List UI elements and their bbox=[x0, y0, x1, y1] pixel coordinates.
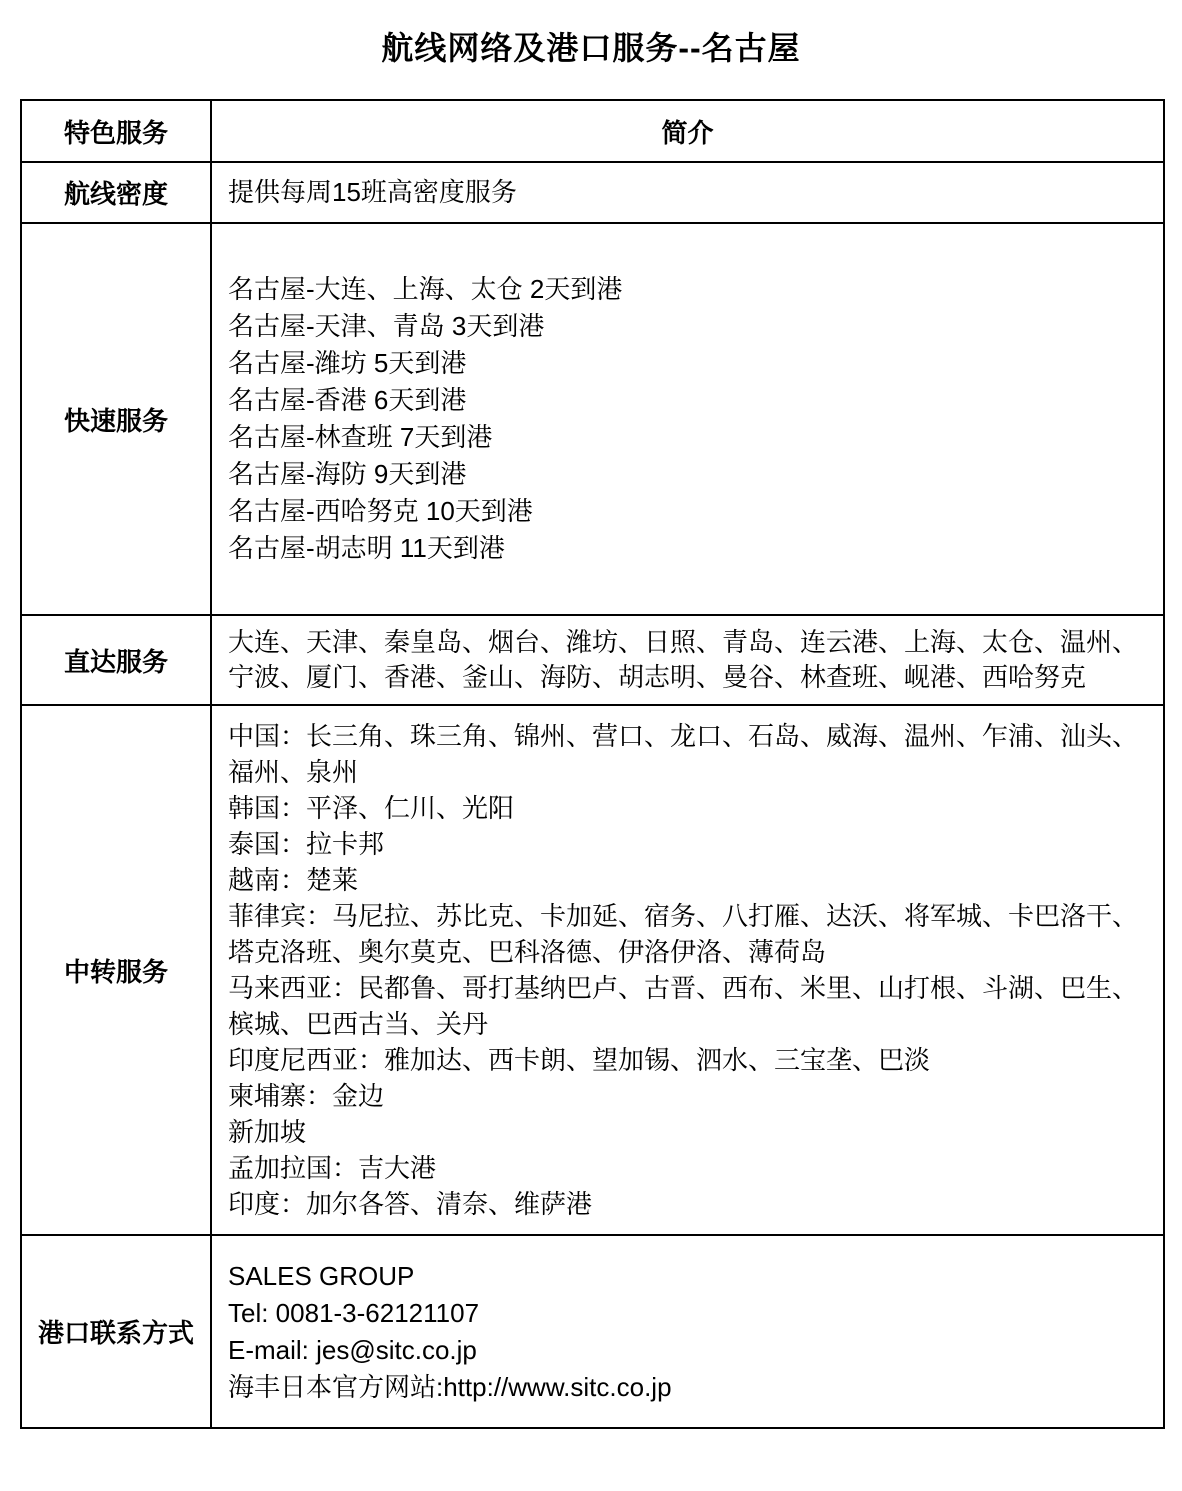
contact-tel: Tel: 0081-3-62121107 bbox=[228, 1298, 480, 1328]
row-label-fast-service: 快速服务 bbox=[21, 223, 211, 615]
density-line: 提供每周15班高密度服务 bbox=[228, 177, 517, 207]
column-header-feature-services: 特色服务 bbox=[21, 100, 211, 162]
route-line: 名古屋-潍坊 5天到港 bbox=[228, 348, 467, 378]
transit-line-bangladesh: 孟加拉国：吉大港 bbox=[228, 1153, 437, 1183]
row-content-fast-service bbox=[211, 223, 1164, 615]
transit-line-korea: 韩国：平泽、仁川、光阳 bbox=[228, 793, 515, 823]
row-content-transit-service bbox=[211, 705, 1164, 1235]
route-line: 名古屋-香港 6天到港 bbox=[228, 385, 467, 415]
table-row-port-contact bbox=[21, 1235, 1164, 1428]
transit-line-indonesia: 印度尼西亚：雅加达、西卡朗、望加锡、泗水、三宝垄、巴淡 bbox=[228, 1045, 931, 1075]
route-line: 名古屋-大连、上海、太仓 2天到港 bbox=[228, 274, 623, 304]
row-content-port-contact bbox=[211, 1235, 1164, 1428]
row-label-port-contact: 港口联系方式 bbox=[21, 1235, 211, 1428]
table-header-row bbox=[21, 100, 1164, 162]
route-line: 名古屋-海防 9天到港 bbox=[228, 459, 467, 489]
transit-line-india: 印度：加尔各答、清奈、维萨港 bbox=[228, 1189, 593, 1219]
contact-website: 海丰日本官方网站:http://www.sitc.co.jp bbox=[228, 1372, 672, 1402]
table-row-route-density bbox=[21, 162, 1164, 223]
port-services-table bbox=[20, 99, 1165, 1429]
transit-line-vietnam: 越南：楚莱 bbox=[228, 865, 359, 895]
row-label-route-density: 航线密度 bbox=[21, 162, 211, 223]
table-row-transit-service bbox=[21, 705, 1164, 1235]
transit-line-china: 中国：长三角、珠三角、锦州、营口、龙口、石岛、威海、温州、乍浦、汕头、福州、泉州 bbox=[228, 721, 1139, 787]
row-label-direct-service: 直达服务 bbox=[21, 615, 211, 705]
column-header-intro: 简介 bbox=[211, 100, 1164, 162]
transit-line-philippines: 菲律宾：马尼拉、苏比克、卡加延、宿务、八打雁、达沃、将军城、卡巴洛干、塔克洛班、奥尔莫克、巴科洛德、伊洛伊洛、薄荷岛 bbox=[228, 901, 1139, 967]
transit-line-malaysia: 马来西亚：民都鲁、哥打基纳巴卢、古晋、西布、米里、山打根、斗湖、巴生、槟城、巴西古当、关丹 bbox=[228, 973, 1139, 1039]
transit-line-singapore: 新加坡 bbox=[228, 1117, 307, 1147]
table-row-fast-service bbox=[21, 223, 1164, 615]
document-page bbox=[0, 30, 1182, 1429]
contact-sales-group: SALES GROUP bbox=[228, 1261, 415, 1291]
route-line: 名古屋-林查班 7天到港 bbox=[228, 422, 493, 452]
table-row-direct-service bbox=[21, 615, 1164, 705]
transit-line-cambodia: 柬埔寨：金边 bbox=[228, 1081, 385, 1111]
row-content-route-density bbox=[211, 162, 1164, 223]
route-line: 名古屋-胡志明 11天到港 bbox=[228, 533, 505, 563]
route-line: 名古屋-天津、青岛 3天到港 bbox=[228, 311, 545, 341]
direct-ports-text: 大连、天津、秦皇岛、烟台、潍坊、日照、青岛、连云港、上海、太仓、温州、宁波、厦门、香港、釜山、海防、胡志明、曼谷、林查班、岘港、西哈努克 bbox=[228, 627, 1139, 692]
route-line: 名古屋-西哈努克 10天到港 bbox=[228, 496, 533, 526]
row-label-transit-service: 中转服务 bbox=[21, 705, 211, 1235]
page-title: 航线网络及港口服务--名古屋 bbox=[381, 30, 801, 66]
contact-email: E-mail: jes@sitc.co.jp bbox=[228, 1335, 477, 1365]
transit-line-thailand: 泰国：拉卡邦 bbox=[228, 829, 385, 859]
row-content-direct-service bbox=[211, 615, 1164, 705]
